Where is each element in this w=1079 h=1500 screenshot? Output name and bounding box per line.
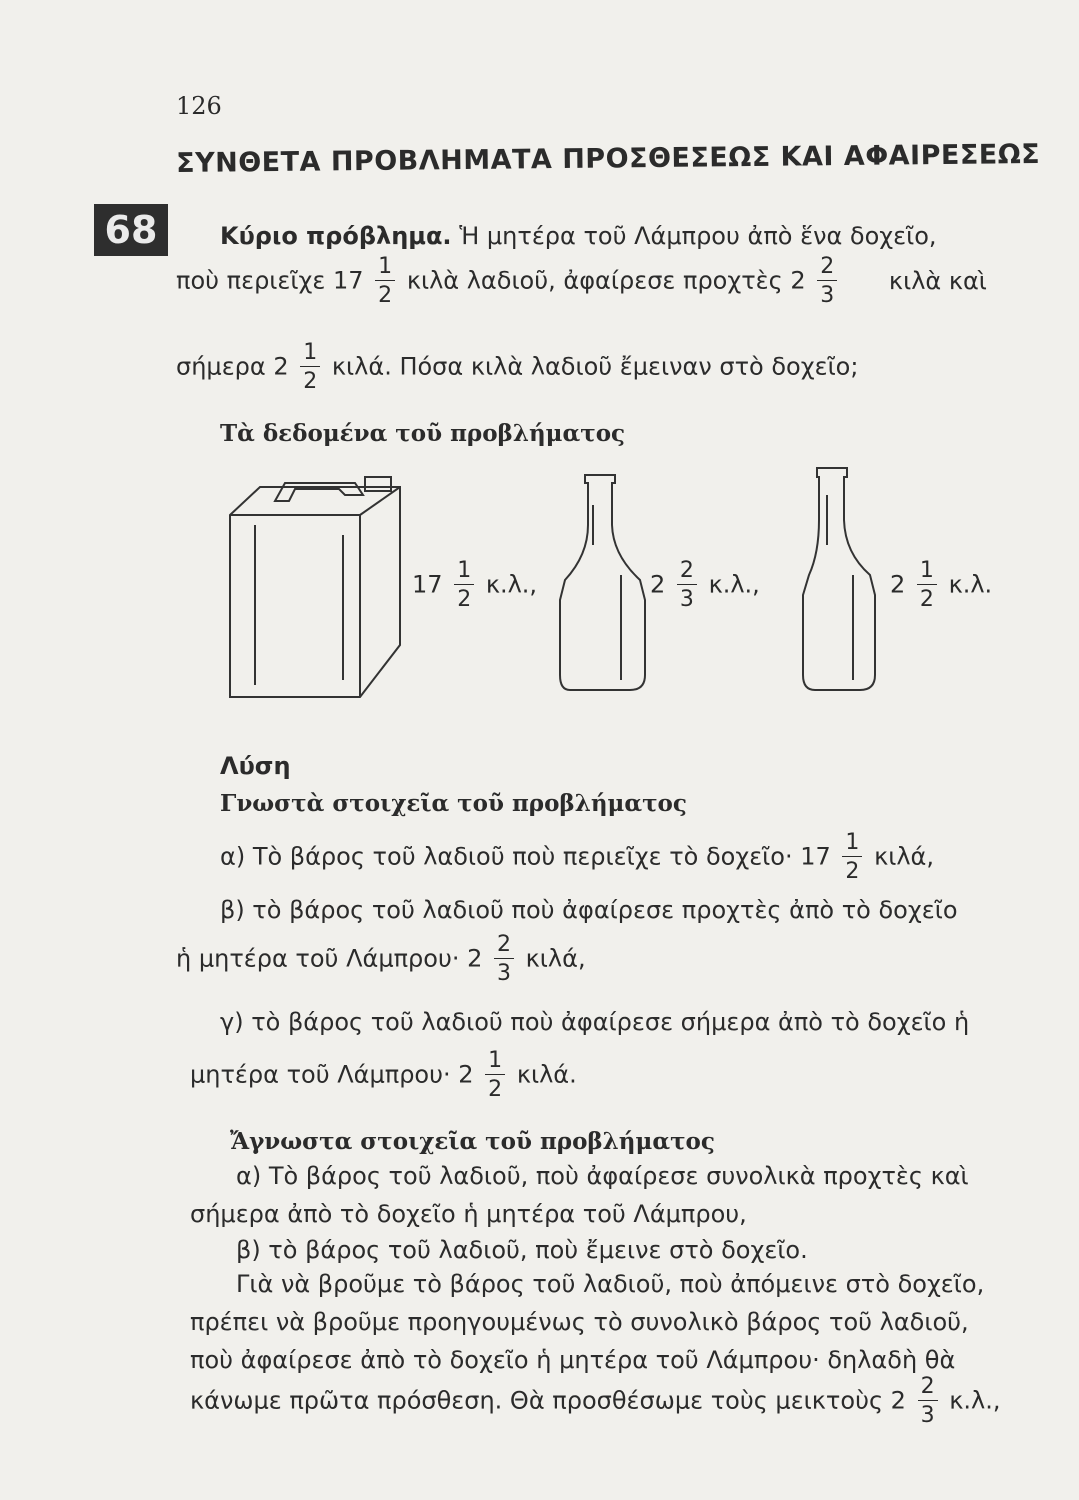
known-a: α) Τὸ βάρος τοῦ λαδιοῦ ποὺ περιεῖχε τὸ δοχεῖο· 17 $\frac{1}{2}$ κιλά, (220, 830, 934, 884)
data-heading: Τὰ δεδομένα τοῦ προβλήματος (220, 420, 626, 447)
unknown-a-line-2: σήμερα ἀπὸ τὸ δοχεῖο ἡ μητέρα τοῦ Λάμπρου, (190, 1200, 747, 1228)
bottle-1-label: 2 $\frac{2}{3}$ κ.λ., (650, 558, 760, 612)
paragraph-line-4: κάνωμε πρῶτα πρόσθεση. Θὰ προσθέσωμε τοὺς μεικτοὺς 2 $\frac{2}{3}$ κ.λ., (190, 1374, 1001, 1428)
problem-number-badge: 68 (94, 204, 168, 256)
fraction: $\frac{1}{2}$ (375, 256, 395, 307)
problem-text: ποὺ περιεῖχε 17 (176, 266, 364, 295)
problem-line-3 (176, 342, 858, 393)
oil-can-illustration (230, 477, 400, 697)
unknown-a-line-1: α) Τὸ βάρος τοῦ λαδιοῦ, ποὺ ἀφαίρεσε συνολικὰ προχτὲς καὶ (236, 1162, 969, 1190)
chapter-title: ΣΥΝΘΕΤΑ ΠΡΟΒΛΗΜΑΤΑ ΠΡΟΣΘΕΣΕΩΣ ΚΑΙ ΑΦΑΙΡΕΣΕΩΣ (176, 138, 1041, 179)
can-label: 17 $\frac{1}{2}$ κ.λ., (412, 558, 538, 612)
problem-text: σήμερα 2 (176, 352, 289, 381)
solution-heading: Λύση (220, 752, 291, 780)
known-c-line-1: γ) τὸ βάρος τοῦ λαδιοῦ ποὺ ἀφαίρεσε σήμερα ἀπὸ τὸ δοχεῖο ἡ (220, 1008, 970, 1036)
fraction: $\frac{2}{3}$ (817, 256, 837, 307)
bottle-2-illustration (803, 468, 875, 690)
unknown-b: β) τὸ βάρος τοῦ λαδιοῦ, ποὺ ἔμεινε στὸ δοχεῖο. (236, 1236, 808, 1264)
problem-line-1 (220, 222, 937, 250)
page-number: 126 (176, 92, 222, 120)
problem-text: Ἡ μητέρα τοῦ Λάμπρου ἀπὸ ἕνα δοχεῖο, (459, 222, 937, 250)
fraction: $\frac{1}{2}$ (300, 342, 320, 393)
bottle-2-label: 2 $\frac{1}{2}$ κ.λ. (890, 558, 993, 612)
problem-line-2 (176, 256, 987, 307)
paragraph-line-2: πρέπει νὰ βροῦμε προηγουμένως τὸ συνολικὸ βάρος τοῦ λαδιοῦ, (190, 1308, 969, 1336)
paragraph-line-1: Γιὰ νὰ βροῦμε τὸ βάρος τοῦ λαδιοῦ, ποὺ ἀπόμεινε στὸ δοχεῖο, (236, 1270, 985, 1298)
bottle-1-illustration (560, 475, 645, 690)
problem-label: Κύριο πρόβλημα. (220, 222, 452, 250)
known-c-line-2: μητέρα τοῦ Λάμπρου· 2 $\frac{1}{2}$ κιλά. (190, 1048, 577, 1102)
known-b-line-2: ἡ μητέρα τοῦ Λάμπρου· 2 $\frac{2}{3}$ κιλά, (176, 932, 586, 986)
known-b-line-1: β) τὸ βάρος τοῦ λαδιοῦ ποὺ ἀφαίρεσε προχτὲς ἀπὸ τὸ δοχεῖο (220, 896, 958, 924)
problem-text: κιλὰ λαδιοῦ, ἀφαίρεσε προχτὲς 2 (406, 266, 806, 295)
problem-text: κιλά. Πόσα κιλὰ λαδιοῦ ἔμειναν στὸ δοχεῖο; (331, 352, 859, 381)
known-heading: Γνωστὰ στοιχεῖα τοῦ προβλήματος (220, 790, 687, 817)
problem-text: κιλὰ καὶ (888, 266, 987, 295)
paragraph-line-3: ποὺ ἀφαίρεσε ἀπὸ τὸ δοχεῖο ἡ μητέρα τοῦ Λάμπρου· δηλαδὴ θὰ (190, 1346, 956, 1374)
unknown-heading: Ἄγνωστα στοιχεῖα τοῦ προβλήματος (230, 1128, 715, 1155)
figure-containers (215, 465, 895, 710)
